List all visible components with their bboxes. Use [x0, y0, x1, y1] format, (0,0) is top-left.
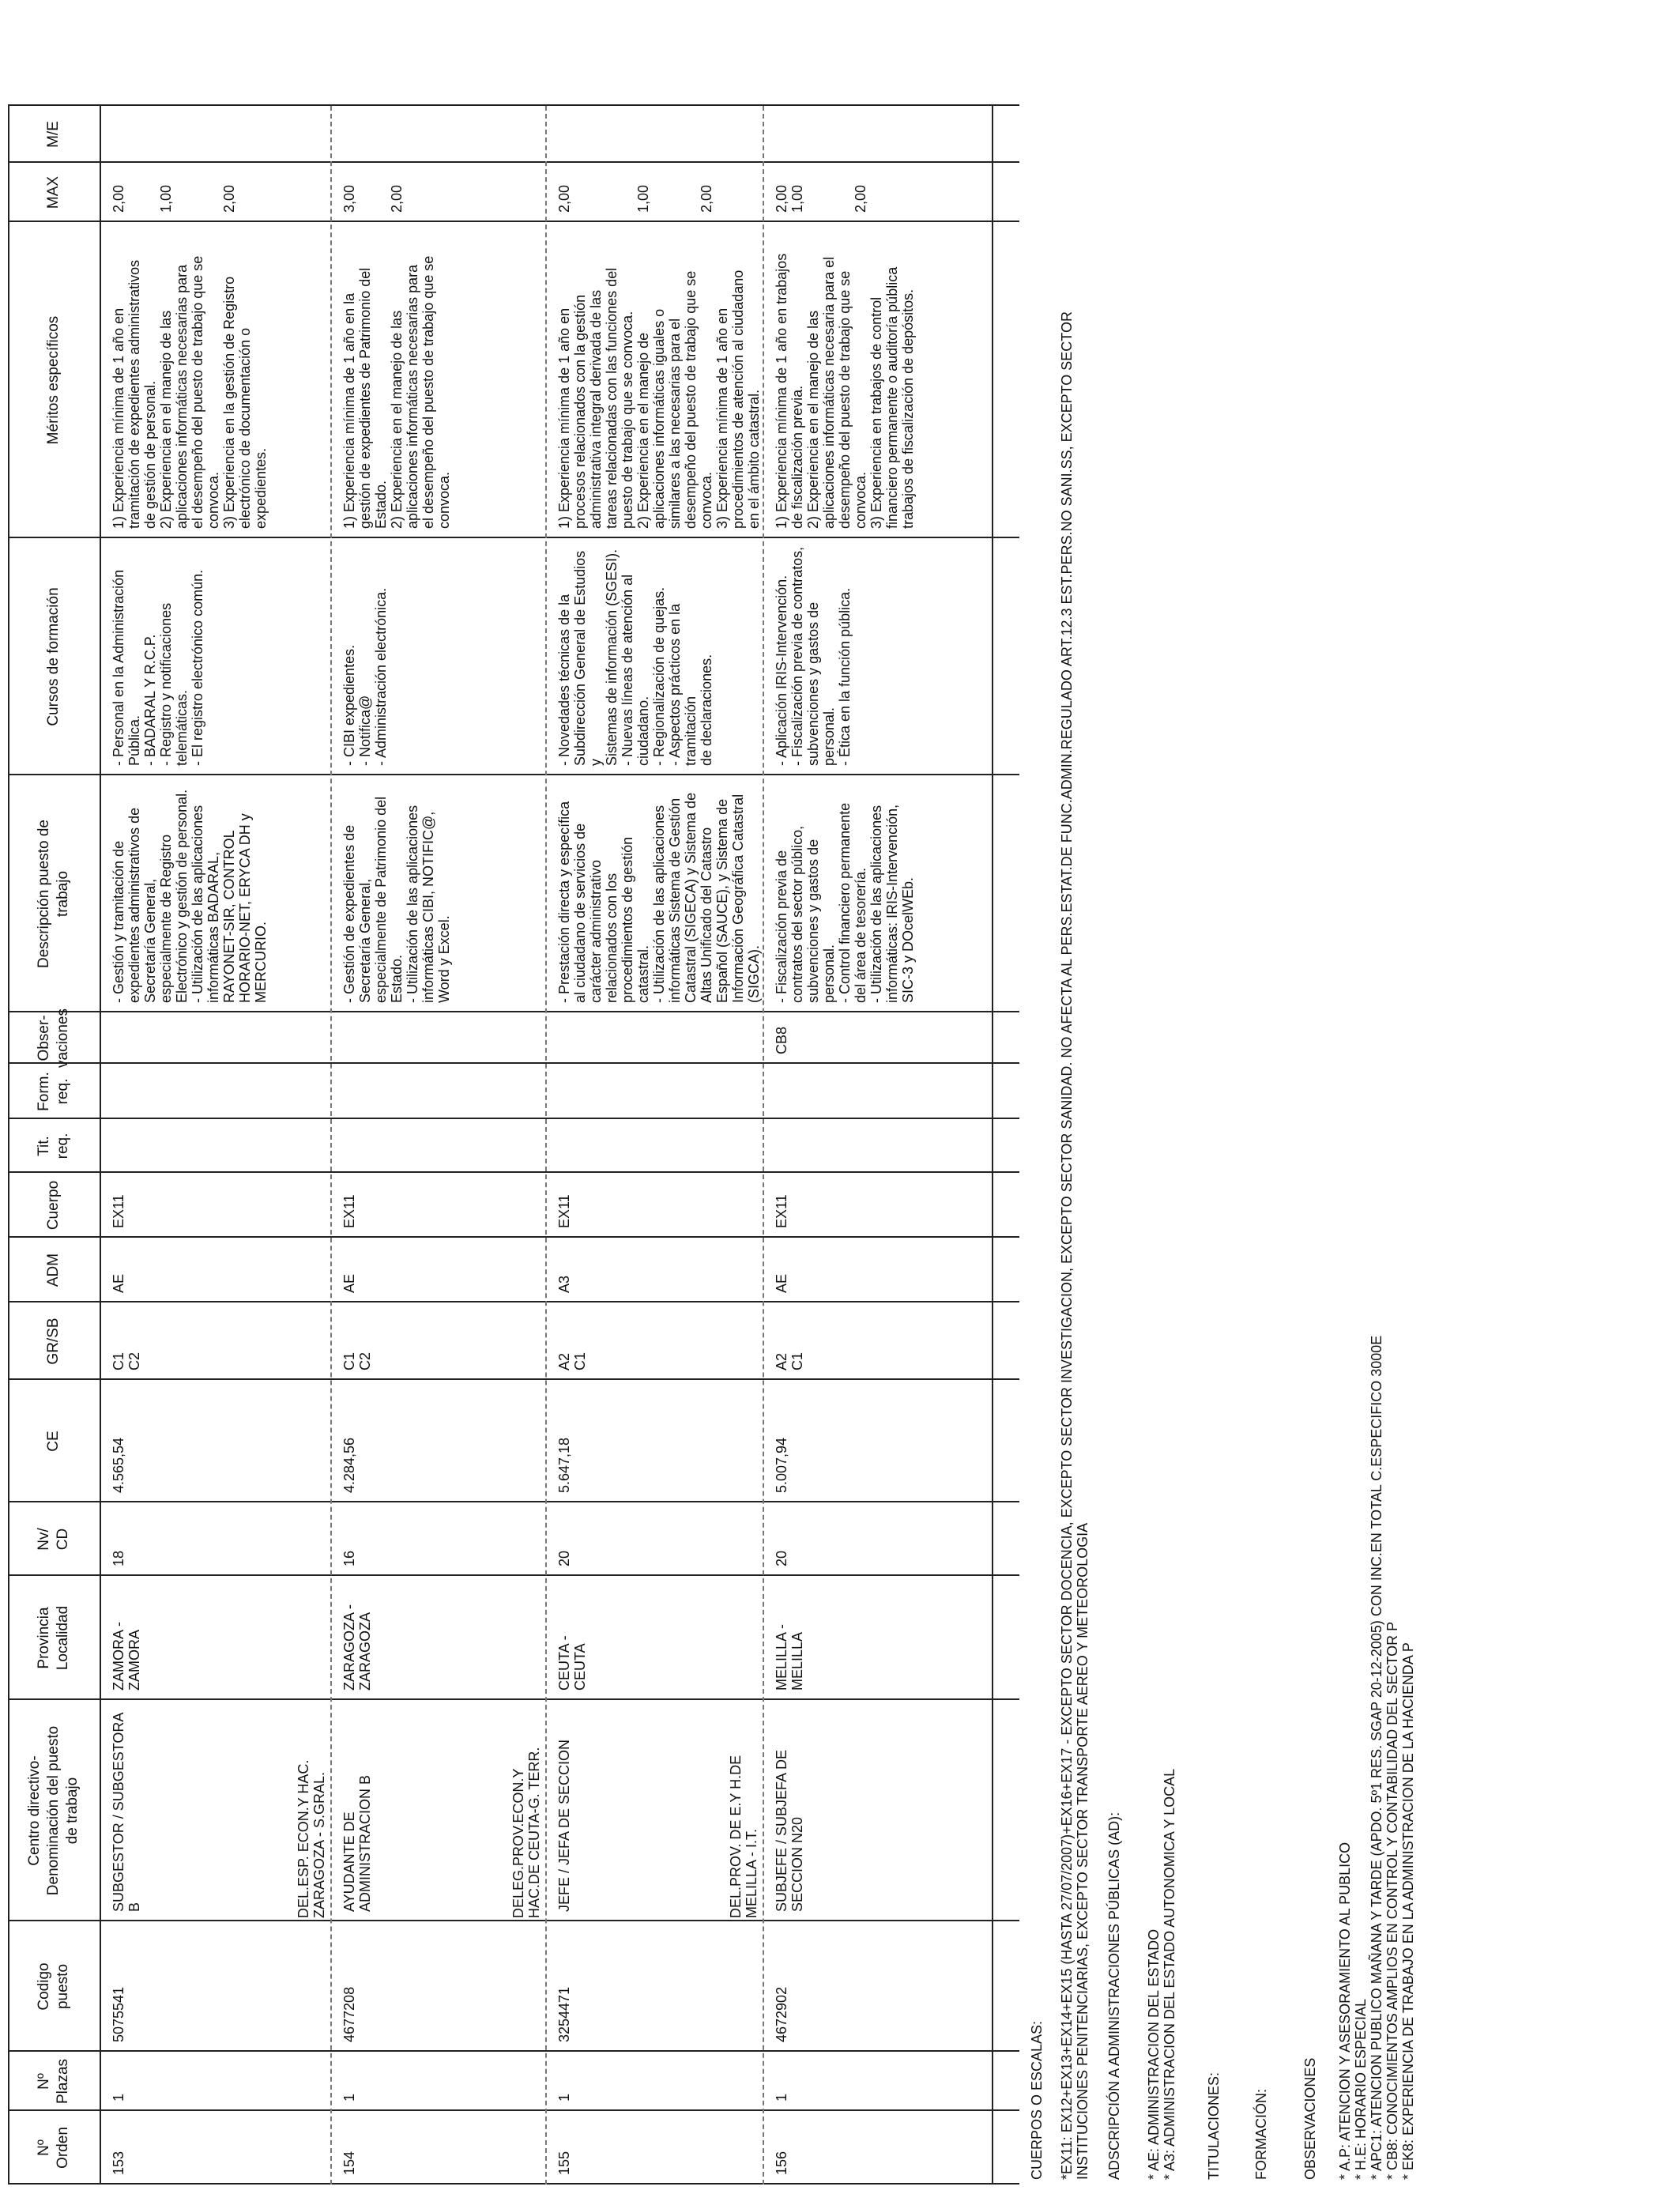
cell-adm: AE	[111, 1273, 126, 1293]
cell-cursos: - CIBI expedientes. - Notifica@ - Administración electrónica.	[341, 587, 389, 766]
column-line	[8, 537, 1019, 538]
header-centro: Centro directivo- Denominación del puesto de trabajo	[26, 1725, 81, 1896]
cell-cursos: - Aplicación IRIS-Intervención. - Fiscalización previa de contratos, subvenciones y gastos de personal. - Ética en la función pública.	[774, 546, 853, 766]
cell-nv: 20	[556, 1550, 572, 1566]
cell-nv: 18	[111, 1550, 126, 1566]
cell-centro-directivo: DEL.PROV. DE E.Y H.DE MELILLA - I.T.	[728, 1755, 759, 1918]
cell-meritos: 1) Experiencia mínima de 1 año en trabajos de fiscalización previa. 2) Experiencia en el manejo de las aplicaciones informáticas necesaria para el desempeño del puesto de trabajo que se convoca. 3) Experiencia en trabajos de control financiero permanente o auditoría pública trabajos de fiscalización de depósitos.	[774, 253, 916, 529]
cell-orden: 153	[111, 2151, 126, 2175]
cell-codigo: 3254471	[556, 1986, 572, 2042]
observaciones-text: * A.P: ATENCION Y ASESORAMIENTO AL PUBLICO * H.E: HORARIO ESPECIAL * APC1: ATENCION PUBLICO MAÑANA Y TARDE (APDO. 5º1 RES. SGAP 20-12-2005) CON INC.EN TOTAL C.ESPECIFICO 3000E * CB8: CONOCIMIENTOS AMPLIOS EN CONTROL Y CONTABILIDAD DEL SECTOR P * EK8: EXPERIENCIA DE TRABAJO EN LA ADMINISTRACION DE LA HACIENDA P	[1337, 1335, 1416, 2180]
cell-gr: C1 C2	[111, 1351, 142, 1370]
cell-max: 2,00 1,00 2,00	[111, 184, 237, 213]
positions-table	[8, 90, 1019, 2185]
column-line	[8, 221, 1019, 222]
header-tit: Tit. req.	[36, 1133, 71, 1159]
column-line	[8, 1062, 1019, 1064]
column-line	[8, 1378, 1019, 1380]
header-descripcion: Descripción puesto de trabajo	[36, 820, 71, 968]
adscripcion-title: ADSCRIPCIÓN A ADMINISTRACIONES PÚBLICAS (AD):	[1106, 1811, 1122, 2180]
adscripcion-text: * AE: ADMINISTRACION DEL ESTADO * A3: ADMINISTRACION DEL ESTADO AUTONOMICA Y LOCAL	[1146, 1768, 1177, 2180]
cell-descripcion: - Gestión de expedientes de Secretaría General, especialmente de Patrimonio del Estado. - Utilización de las aplicaciones informáticas CIBI, NOTIFIC@, Word y Excel.	[341, 796, 452, 1003]
cell-cuerpo: EX11	[341, 1194, 357, 1228]
cell-codigo: 4677208	[341, 1986, 357, 2042]
cell-cuerpo: EX11	[556, 1194, 572, 1228]
cell-adm: AE	[341, 1273, 357, 1293]
table-bottom-line	[992, 106, 993, 2185]
header-max: MAX	[45, 175, 62, 209]
cell-max: 2,00 1,00 2,00	[774, 184, 868, 213]
cell-meritos: 1) Experiencia mínima de 1 año en la gestión de expedientes de Patrimonio del Estado. 2) Experiencia en el manejo de las aplicaciones informáticas necesarias para el desempeño del puesto de trabajo que se convoca.	[341, 255, 452, 529]
cell-adm: AE	[774, 1273, 789, 1293]
header-plazas: Nº Plazas	[36, 2058, 71, 2105]
column-line	[8, 1301, 1019, 1302]
cell-provincia: MELILLA - MELILLA	[774, 1623, 805, 1691]
cell-centro: SUBJEFE / SUBJEFA DE SECCION N20	[774, 1749, 805, 1912]
cell-ce: 4.284,56	[341, 1437, 357, 1493]
header-me: M/E	[45, 121, 62, 148]
cell-centro-directivo: DELEG.PROV.ECON.Y HAC.DE CEUTA-G. TERR.	[510, 1747, 542, 1918]
cell-nv: 20	[774, 1550, 789, 1566]
header-nv: Nv/ CD	[36, 1528, 71, 1551]
column-line	[8, 1171, 1019, 1173]
cell-descripcion: - Prestación directa y específica al ciudadano de servicios de carácter administrativo relacionados con los procedimientos de gestión catastral. - Utilización de las aplicaciones informáticas Sistema de Gestión Catastral (SIGECA) y Sistema de Altas Unificado del Catastro Español (SAUCE), y Sistema de Información Geográfica Catastral (SIGCA).	[556, 792, 762, 1003]
cell-max: 2,00 1,00 2,00	[556, 184, 714, 213]
cell-cuerpo: EX11	[774, 1194, 789, 1228]
cell-provincia: CEUTA - CEUTA	[556, 1635, 588, 1691]
cell-centro-directivo: DEL.ESP. ECON.Y HAC. ZARAGOZA - S.GRAL.	[296, 1759, 327, 1918]
header-cuerpo: Cuerpo	[45, 1180, 62, 1231]
header-codigo: Codigo puesto	[36, 1962, 71, 2011]
column-line	[8, 2050, 1019, 2052]
column-line	[8, 1920, 1019, 1921]
cell-provincia: ZAMORA - ZAMORA	[111, 1621, 142, 1691]
cell-provincia: ZARAGOZA - ZARAGOZA	[341, 1604, 373, 1691]
header-gr: GR/SB	[45, 1318, 62, 1365]
cuerpos-title: CUERPOS O ESCALAS:	[1029, 2020, 1045, 2180]
header-form: Form. req.	[36, 1072, 71, 1111]
header-provincia: Provincia Localidad	[36, 1605, 71, 1671]
cell-plazas: 1	[341, 2093, 357, 2102]
cell-cursos: - Novedades técnicas de la Subdirección General de Estudios y Sistemas de información (SGESI). - Nuevas líneas de atención al ciudadano. - Regionalización de quejas. - Aspectos prácticos en la tramitación de declaraciones.	[556, 548, 714, 766]
cell-ce: 4.565,54	[111, 1437, 126, 1493]
row-separator	[763, 106, 764, 2185]
header-obs: Obser- vaciones	[36, 1008, 71, 1068]
column-line	[8, 2183, 1019, 2185]
cell-obs: CB8	[774, 1026, 789, 1054]
cell-descripcion: - Fiscalización previa de contratos del sector público, subvenciones y gastos de personal. - Control financiero permanente del área de tesorería. - Utilización de las aplicaciones informáticas: IRIS-Intervención, SIC-3 y DOcelWEb.	[774, 802, 916, 1003]
cell-plazas: 1	[556, 2093, 572, 2102]
cell-orden: 155	[556, 2151, 572, 2175]
column-line	[8, 1574, 1019, 1576]
header-meritos: Méritos específicos	[45, 315, 62, 445]
cuerpos-text: *EX11: EX12+EX13+EX14+EX15 (HASTA 27/07/2007)+EX16+EX17 - EXCEPTO SECTOR DOCENCIA, EXCEPTO SECTOR INVESTIGACION, EXCEPTO SECTOR SANIDAD. NO AFECTA AL PERS.ESTAT.DE FUNC.ADMIN.REGULADO ART.12.3 EST.PERS.NO SANI.SS, EXCEPTO SECTOR INSTITUCIONES PENITENCIARIAS, EXCEPTO SECTOR TRANSPORTE AEREO Y METEOROLOGIA	[1059, 311, 1090, 2180]
column-line	[8, 104, 1019, 106]
cell-plazas: 1	[111, 2093, 126, 2102]
cell-cuerpo: EX11	[111, 1194, 126, 1228]
cell-gr: C1 C2	[341, 1351, 373, 1370]
header-adm: ADM	[45, 1253, 62, 1287]
titulaciones-title: TITULACIONES:	[1206, 2071, 1222, 2180]
formacion-title: FORMACIÓN:	[1253, 2089, 1269, 2180]
column-line	[8, 774, 1019, 775]
cell-adm: A3	[556, 1275, 572, 1293]
cell-meritos: 1) Experiencia mínima de 1 año en procesos relacionados con la gestión administrativa integral derivada de las tareas relacionadas con las funciones del puesto de trabajo que se convoca. 2) Experiencia en el manejo de aplicaciones informáticas iguales o similares a las necesarias para el desempeño del puesto de trabajo que se convoca. 3) Experiencia mínima de 1 año en procedimientos de atención al ciudadano en el ámbito catastral.	[556, 267, 762, 529]
cell-codigo: 5075541	[111, 1986, 126, 2042]
cell-cursos: - Personal en la Administración Pública. - BADARAL Y R.C.P. - Registro y notificaciones telemáticas. - El registro electrónico común.	[111, 569, 205, 766]
cell-descripcion: - Gestión y tramitación de expedientes administrativos de Secretaría General, especialmente de Registro Electrónico y gestión de personal. - Utilización de las aplicaciones informáticas BADARAL, RAYONET-SIR, CONTROL HORARIO-NET, ERYCA DH y MERCURIO.	[111, 789, 269, 1003]
observaciones-title: OBSERVACIONES	[1302, 2057, 1318, 2180]
cell-orden: 154	[341, 2151, 357, 2175]
header-cursos: Cursos de formación	[45, 587, 62, 726]
header-line	[100, 106, 101, 2185]
cell-nv: 16	[341, 1550, 357, 1566]
column-line	[8, 161, 1019, 163]
cell-orden: 156	[774, 2151, 789, 2175]
cell-plazas: 1	[774, 2093, 789, 2102]
cell-gr: A2 C1	[774, 1351, 805, 1370]
cell-centro: JEFE / JEFA DE SECCION	[556, 1739, 572, 1912]
column-line	[8, 1118, 1019, 1119]
cell-gr: A2 C1	[556, 1351, 588, 1370]
cell-centro: AYUDANTE DE ADMINISTRACION B	[341, 1774, 373, 1912]
cell-ce: 5.647,18	[556, 1437, 572, 1493]
row-separator	[330, 106, 332, 2185]
column-line	[8, 2109, 1019, 2111]
cell-centro: SUBGESTOR / SUBGESTORA B	[111, 1712, 142, 1912]
cell-max: 3,00 2,00	[341, 184, 405, 213]
column-line	[8, 1698, 1019, 1700]
column-line	[8, 1501, 1019, 1502]
header-orden: Nº Orden	[36, 2127, 71, 2169]
cell-meritos: 1) Experiencia mínima de 1 año en tramitación de expedientes administrativos de gestión de personal. 2) Experiencia en el manejo de las aplicaciones informáticas necesarias para el desempeño del puesto de trabajo que se convoca. 3) Experiencia en la gestión de Registro electrónico de documentación o expedientes.	[111, 255, 269, 529]
cell-ce: 5.007,94	[774, 1437, 789, 1493]
cell-codigo: 4672902	[774, 1986, 789, 2042]
column-line	[8, 1236, 1019, 1238]
column-line	[8, 1011, 1019, 1012]
row-separator	[545, 106, 547, 2185]
header-ce: CE	[45, 1431, 62, 1452]
